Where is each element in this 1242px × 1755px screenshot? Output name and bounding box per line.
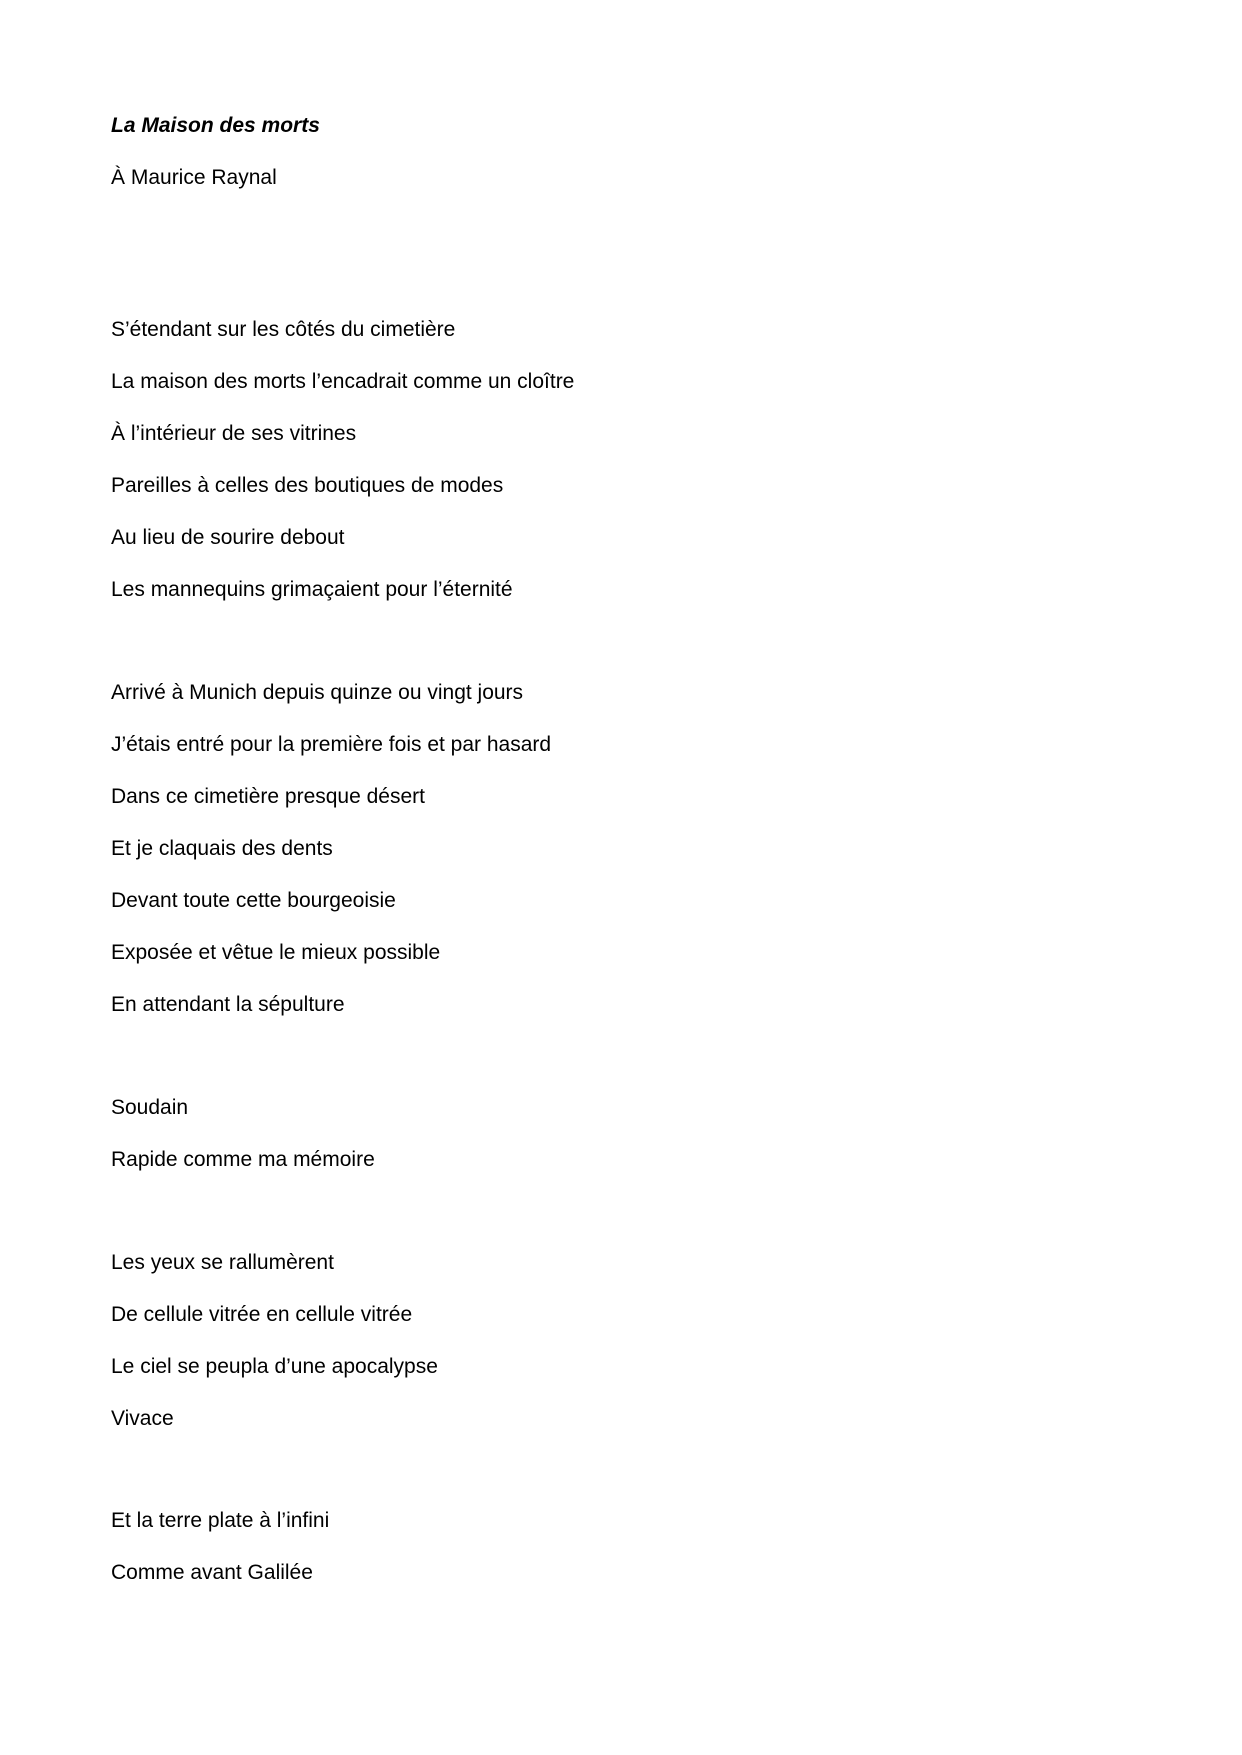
- poem-line: Soudain: [111, 1096, 189, 1119]
- poem-line: Comme avant Galilée: [111, 1561, 313, 1584]
- poem-line: Le ciel se peupla d’une apocalypse: [111, 1355, 438, 1378]
- poem-line: De cellule vitrée en cellule vitrée: [111, 1303, 413, 1326]
- poem-line: Et la terre plate à l’infini: [111, 1509, 330, 1532]
- poem-line: Et je claquais des dents: [111, 837, 333, 860]
- poem-line: J’étais entré pour la première fois et par hasard: [111, 733, 552, 756]
- poem-line: À l’intérieur de ses vitrines: [111, 422, 357, 445]
- poem-line: Pareilles à celles des boutiques de modes: [111, 474, 504, 497]
- poem-line: Devant toute cette bourgeoisie: [111, 889, 396, 912]
- poem-line: En attendant la sépulture: [111, 993, 345, 1016]
- poem-line: Au lieu de sourire debout: [111, 526, 345, 549]
- poem-line: S’étendant sur les côtés du cimetière: [111, 318, 456, 341]
- poem-title: La Maison des morts: [111, 114, 320, 137]
- poem-line: La maison des morts l’encadrait comme un cloître: [111, 370, 575, 393]
- poem-line: Les yeux se rallumèrent: [111, 1251, 334, 1274]
- poem-line: Exposée et vêtue le mieux possible: [111, 941, 441, 964]
- poem-dedication: À Maurice Raynal: [111, 166, 277, 189]
- poem-line: Arrivé à Munich depuis quinze ou vingt jours: [111, 681, 524, 704]
- poem-line: Dans ce cimetière presque désert: [111, 785, 425, 808]
- poem-line: Rapide comme ma mémoire: [111, 1148, 375, 1171]
- poem-line: Les mannequins grimaçaient pour l’éternité: [111, 578, 513, 601]
- poem-line: Vivace: [111, 1407, 174, 1430]
